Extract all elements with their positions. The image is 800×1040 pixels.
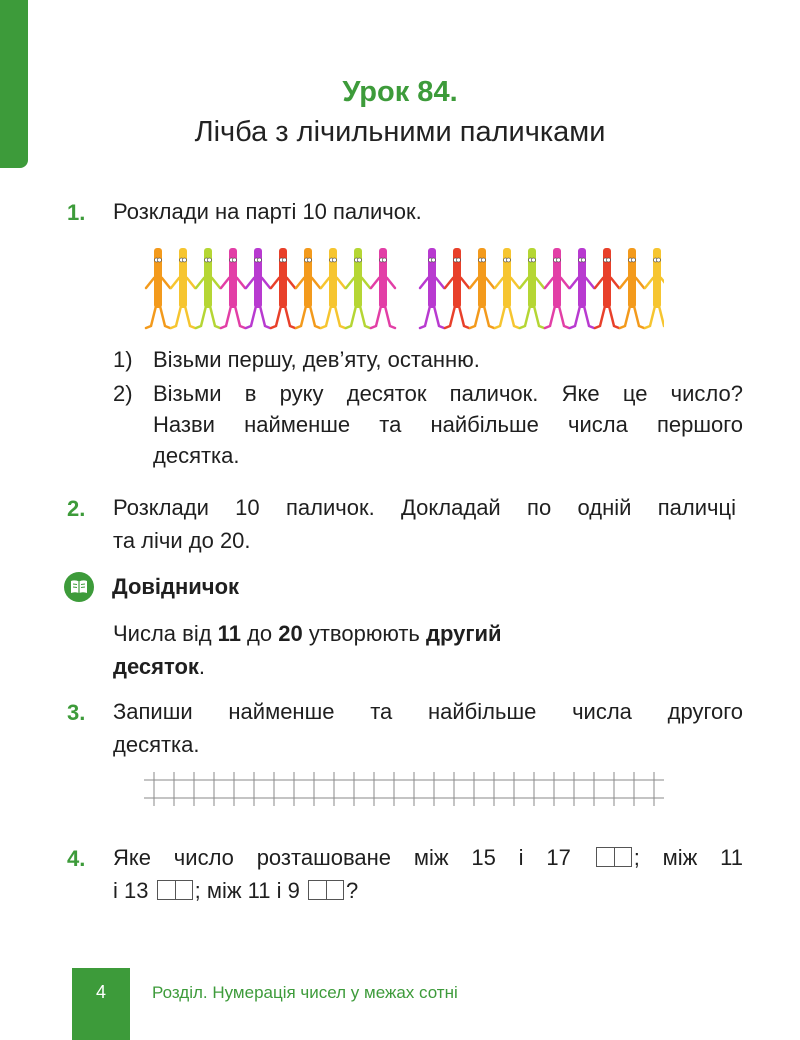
task-2-line-2: та лічи до 20. xyxy=(113,528,251,553)
task-1-number: 1. xyxy=(67,200,86,225)
stick-figure xyxy=(420,248,444,328)
reference-text-part: Числа від xyxy=(113,621,218,646)
stick-figure xyxy=(171,248,195,328)
task-4-text-part: ; між 11 xyxy=(633,845,744,870)
lesson-title: Урок 84. xyxy=(342,76,458,108)
task-3-line-1: Запиши найменше та найбільше числа другого xyxy=(113,699,743,724)
task-4-text-part: і 13 xyxy=(113,878,149,903)
task-4-number: 4. xyxy=(67,846,86,871)
task-1-item-1-marker: 1) xyxy=(113,347,133,372)
stick-figure xyxy=(545,248,569,328)
footer-page-tab xyxy=(72,968,130,1040)
task-1-item-2-line-3: десятка. xyxy=(153,443,240,468)
stick-figure xyxy=(346,248,370,328)
task-3-number: 3. xyxy=(67,700,86,725)
reference-text-end: . xyxy=(198,654,206,679)
writing-grid[interactable] xyxy=(144,772,664,806)
task-1-item-2-marker: 2) xyxy=(113,381,133,406)
reference-text-part: утворюють xyxy=(302,621,426,646)
task-4-text-part: ? xyxy=(346,878,359,903)
stick-figure xyxy=(445,248,469,328)
lesson-subtitle: Лічба з лічильними паличками xyxy=(194,116,606,148)
stick-figure xyxy=(520,248,544,328)
stick-figure xyxy=(271,248,295,328)
task-4-line-2 xyxy=(113,874,743,907)
reference-term-2: десяток xyxy=(113,654,199,679)
reference-number-20: 20 xyxy=(278,621,303,646)
task-1-text: Розклади на парті 10 паличок. xyxy=(113,199,422,224)
task-2-number: 2. xyxy=(67,496,86,521)
stick-figure xyxy=(595,248,619,328)
answer-box[interactable] xyxy=(596,847,632,867)
stick-figure xyxy=(371,248,395,328)
task-3-line-2: десятка. xyxy=(113,732,200,757)
stick-figure xyxy=(570,248,594,328)
stick-figure xyxy=(645,248,664,328)
stick-figure xyxy=(620,248,644,328)
page-number: 4 xyxy=(95,982,106,1002)
task-4-text-part: ; між 11 і 9 xyxy=(194,878,300,903)
stick-figures-illustration xyxy=(144,244,664,334)
task-1-item-1-line-1: Візьми першу, дев’яту, останню. xyxy=(153,347,480,372)
task-4-line-1 xyxy=(113,841,743,874)
task-1-item-2-line-2: Назви найменше та найбільше числа першого xyxy=(153,412,743,437)
reference-text-part: до xyxy=(240,621,279,646)
task-4-text-part: Яке число розташоване між 15 і 17 xyxy=(113,845,571,870)
task-4-text xyxy=(113,841,743,907)
stick-figure xyxy=(470,248,494,328)
footer-section-title: Розділ. Нумерація чисел у межах сотні xyxy=(152,983,458,1002)
answer-box[interactable] xyxy=(157,880,193,900)
book-icon xyxy=(64,572,94,602)
task-2-text xyxy=(113,491,736,557)
task-1-item-2-line-1: Візьми в руку десяток паличок. Яке це число? xyxy=(153,381,743,406)
stick-figure xyxy=(296,248,320,328)
reference-number-11: 11 xyxy=(217,621,241,646)
reference-term-1: другий xyxy=(426,621,502,646)
stick-figure xyxy=(221,248,245,328)
stick-figure xyxy=(146,248,170,328)
stick-figure xyxy=(495,248,519,328)
stick-figure xyxy=(246,248,270,328)
stick-figure xyxy=(196,248,220,328)
task-2-line-1: Розклади 10 паличок. Докладай по одній паличці xyxy=(113,495,736,520)
reference-text xyxy=(113,617,502,683)
task-3-text xyxy=(113,695,743,761)
stick-figure xyxy=(321,248,345,328)
reference-title: Довідничок xyxy=(112,574,240,599)
answer-box[interactable] xyxy=(308,880,344,900)
